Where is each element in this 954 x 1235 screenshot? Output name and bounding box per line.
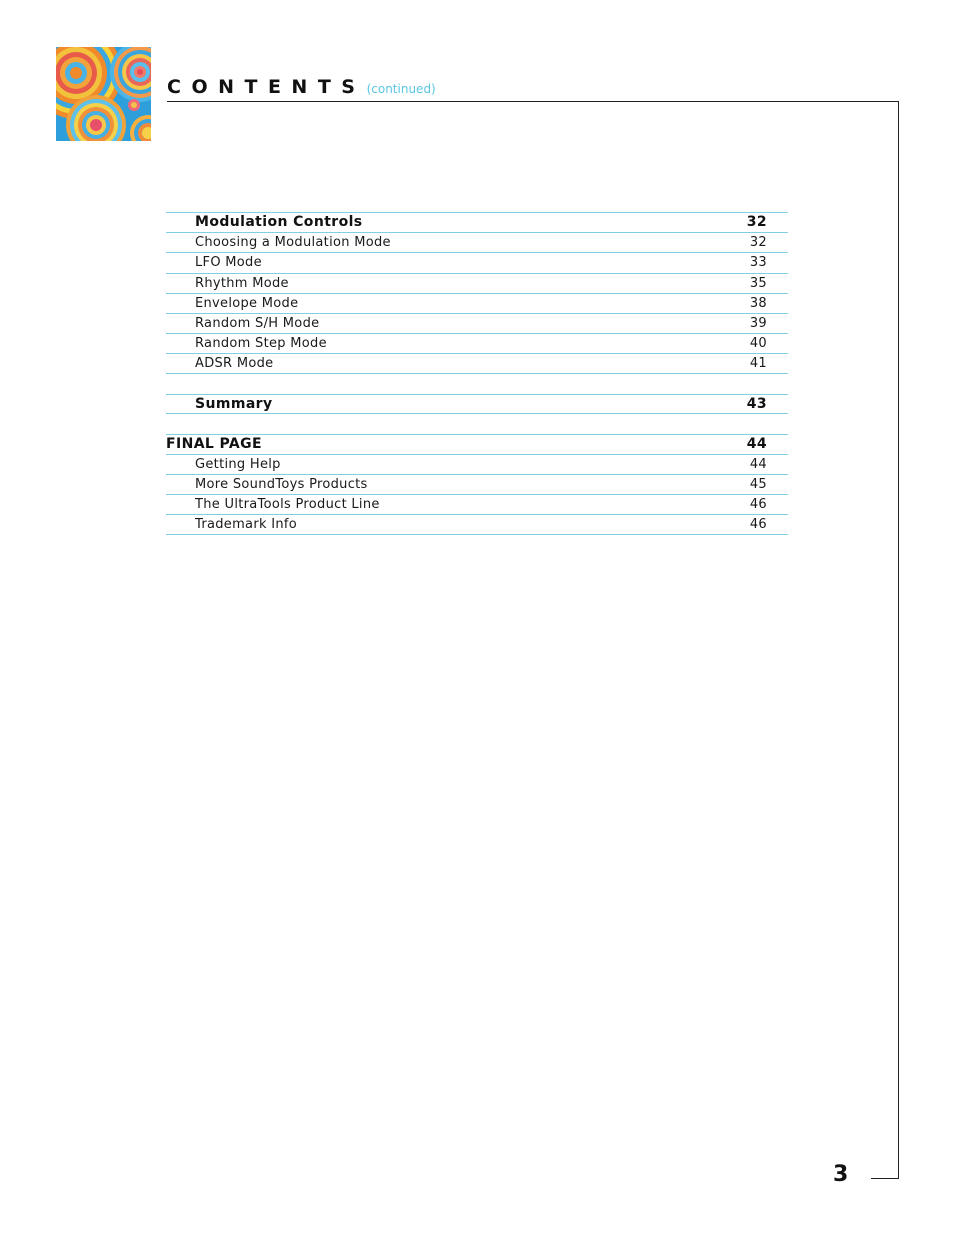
toc-page-number: 32 (749, 235, 767, 251)
toc-label: Modulation Controls (195, 214, 363, 230)
toc-section-modulation-controls[interactable] (166, 212, 788, 232)
toc-page-number: 43 (746, 395, 767, 412)
toc-label: Trademark Info (195, 517, 298, 533)
frame-bottom-tick (871, 1178, 899, 1179)
toc-label: LFO Mode (195, 255, 262, 271)
toc-page-number: 32 (746, 214, 767, 230)
toc-page-number: 46 (749, 497, 767, 513)
toc-label: Summary (195, 395, 273, 412)
toc-entry-adsr-mode[interactable] (166, 353, 788, 373)
toc-entry-choosing-modulation-mode[interactable] (166, 232, 788, 252)
toc-group-gap (166, 374, 788, 394)
toc-entry-getting-help[interactable] (166, 454, 788, 474)
toc-page-number: 44 (746, 435, 767, 452)
toc-section-final-page[interactable] (166, 434, 788, 454)
toc-page-number: 46 (749, 517, 767, 533)
toc-page-number: 39 (749, 315, 767, 331)
toc-label: The UltraTools Product Line (195, 497, 380, 513)
contents-title: CONTENTS (167, 76, 366, 98)
toc-label: Getting Help (195, 456, 281, 472)
toc-entry-ultratools-product-line[interactable] (166, 494, 788, 514)
toc-entry-more-soundtoys-products[interactable] (166, 474, 788, 494)
toc-entry-random-sh-mode[interactable] (166, 313, 788, 333)
toc-label: Random S/H Mode (195, 315, 320, 331)
toc-label: Random Step Mode (195, 336, 327, 352)
toc-label: FINAL PAGE (166, 435, 262, 452)
toc-label: Envelope Mode (195, 295, 299, 311)
toc-page-number: 45 (749, 477, 767, 493)
toc-label: Rhythm Mode (195, 275, 289, 291)
page-heading (167, 76, 436, 98)
toc-label: Choosing a Modulation Mode (195, 235, 391, 251)
toc-entry-random-step-mode[interactable] (166, 333, 788, 353)
toc-entry-lfo-mode[interactable] (166, 252, 788, 272)
toc-section-summary[interactable] (166, 394, 788, 414)
toc-group-gap (166, 414, 788, 434)
toc-page-number: 44 (749, 456, 767, 472)
toc-page-number: 35 (749, 275, 767, 291)
toc-page-number: 38 (749, 295, 767, 311)
toc-page-number: 33 (749, 255, 767, 271)
circles-logo (56, 47, 151, 141)
toc-entry-rhythm-mode[interactable] (166, 273, 788, 293)
table-of-contents (166, 212, 788, 535)
continued-label: (continued) (366, 82, 436, 96)
toc-page-number: 41 (749, 356, 767, 372)
page-number: 3 (833, 1162, 849, 1187)
toc-entry-trademark-info[interactable] (166, 514, 788, 534)
toc-label: ADSR Mode (195, 356, 274, 372)
toc-page-number: 40 (749, 336, 767, 352)
toc-entry-envelope-mode[interactable] (166, 293, 788, 313)
frame-right-rule (898, 101, 899, 1179)
frame-top-rule (167, 101, 899, 102)
toc-label: More SoundToys Products (195, 477, 368, 493)
concentric-circles-graphic (56, 47, 151, 141)
